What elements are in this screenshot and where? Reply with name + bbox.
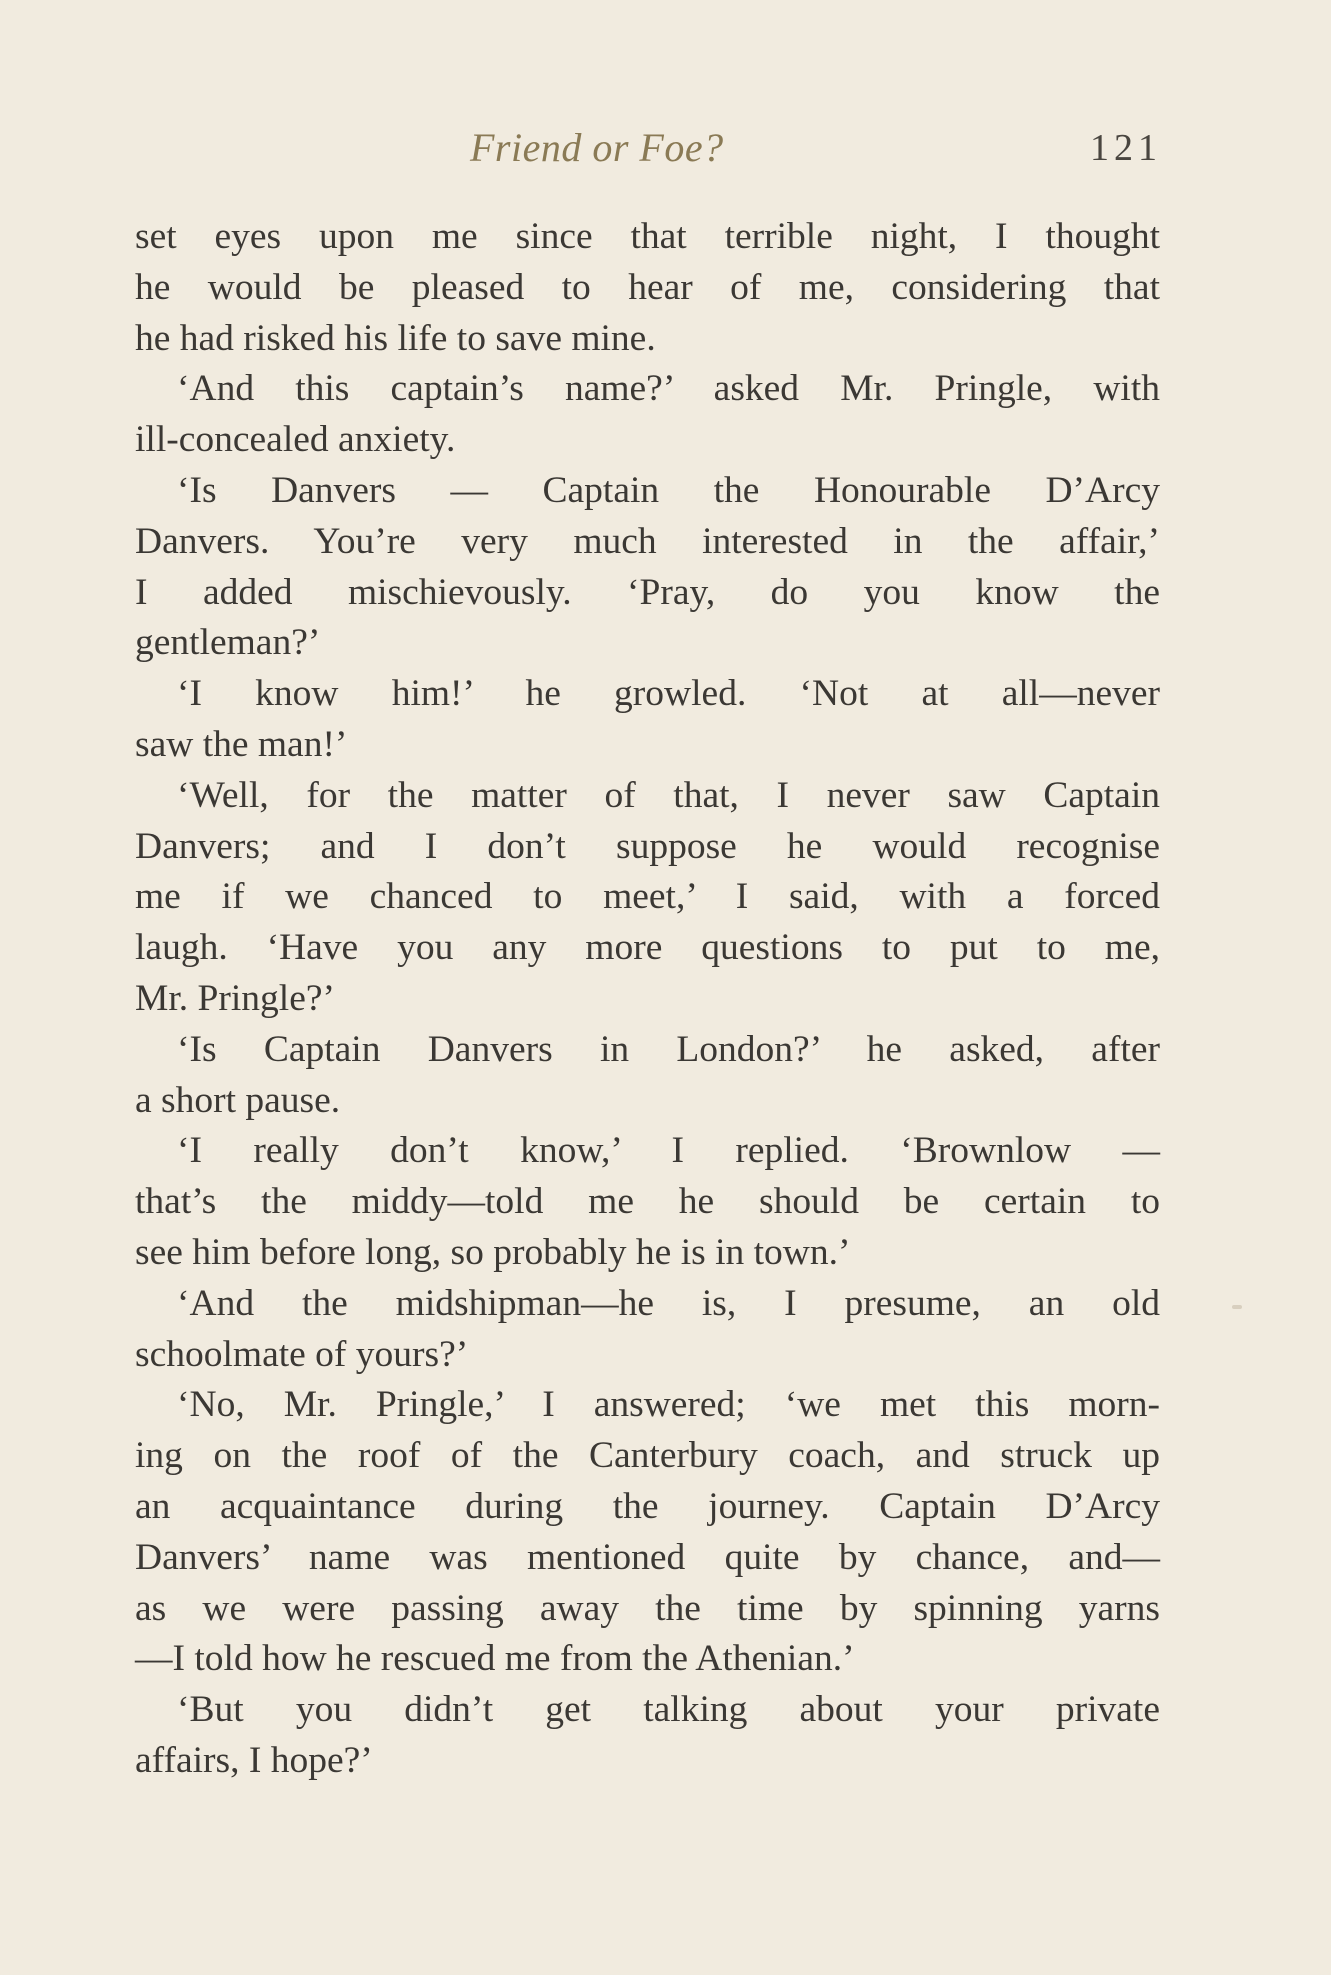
text-line: saw the man!’ — [135, 723, 348, 765]
text-line: ill-concealed anxiety. — [135, 419, 456, 461]
text-line: ‘And the midshipman—he is, I presume, an old — [177, 1282, 1160, 1324]
text-line: me if we chanced to meet,’ I said, with a forced — [135, 876, 1160, 918]
text-line: —I told how he rescued me from the Athenian.’ — [135, 1638, 855, 1680]
text-line: he would be pleased to hear of me, considering that — [135, 266, 1160, 308]
text-line: ‘Is Captain Danvers in London?’ he asked, after — [177, 1028, 1160, 1070]
text-line: that’s the middy—told me he should be certain to — [135, 1181, 1160, 1223]
running-head — [0, 124, 1331, 184]
text-line: affairs, I hope?’ — [135, 1739, 373, 1781]
text-line: I added mischievously. ‘Pray, do you know the — [135, 571, 1160, 613]
text-line: Danvers. You’re very much interested in the affair,’ — [135, 520, 1160, 562]
text-line: ‘I really don’t know,’ I replied. ‘Brownlow — — [177, 1130, 1160, 1172]
text-line: Mr. Pringle?’ — [135, 977, 335, 1019]
text-line: set eyes upon me since that terrible night, I thought — [135, 216, 1160, 257]
text-line: ‘And this captain’s name?’ asked Mr. Pringle, with — [177, 368, 1160, 410]
text-line: an acquaintance during the journey. Captain D’Arcy — [135, 1485, 1160, 1527]
text-line: gentleman?’ — [135, 622, 321, 664]
text-line: Danvers’ name was mentioned quite by chance, and— — [135, 1536, 1160, 1578]
body-text — [135, 212, 1160, 1787]
text-line: Danvers; and I don’t suppose he would recognise — [135, 825, 1160, 867]
page-number: 121 — [1090, 127, 1162, 169]
text-line: ‘No, Mr. Pringle,’ I answered; ‘we met this morn- — [177, 1384, 1160, 1426]
text-line: he had risked his life to save mine. — [135, 317, 656, 359]
text-line: a short pause. — [135, 1079, 341, 1121]
text-line: ‘But you didn’t get talking about your private — [177, 1689, 1160, 1731]
text-line: as we were passing away the time by spinning yarns — [135, 1587, 1160, 1629]
paper-speck — [1232, 1305, 1242, 1309]
text-line: ‘Is Danvers — Captain the Honourable D’Arcy — [177, 469, 1160, 511]
text-line: laugh. ‘Have you any more questions to put to me, — [135, 927, 1160, 969]
running-title: Friend or Foe? — [470, 125, 724, 170]
text-line: ing on the roof of the Canterbury coach, and struck up — [135, 1435, 1160, 1477]
text-line: see him before long, so probably he is in town.’ — [135, 1231, 851, 1273]
text-line: ‘Well, for the matter of that, I never saw Captain — [177, 774, 1160, 816]
text-line: schoolmate of yours?’ — [135, 1333, 469, 1375]
text-line: ‘I know him!’ he growled. ‘Not at all—never — [177, 673, 1160, 715]
